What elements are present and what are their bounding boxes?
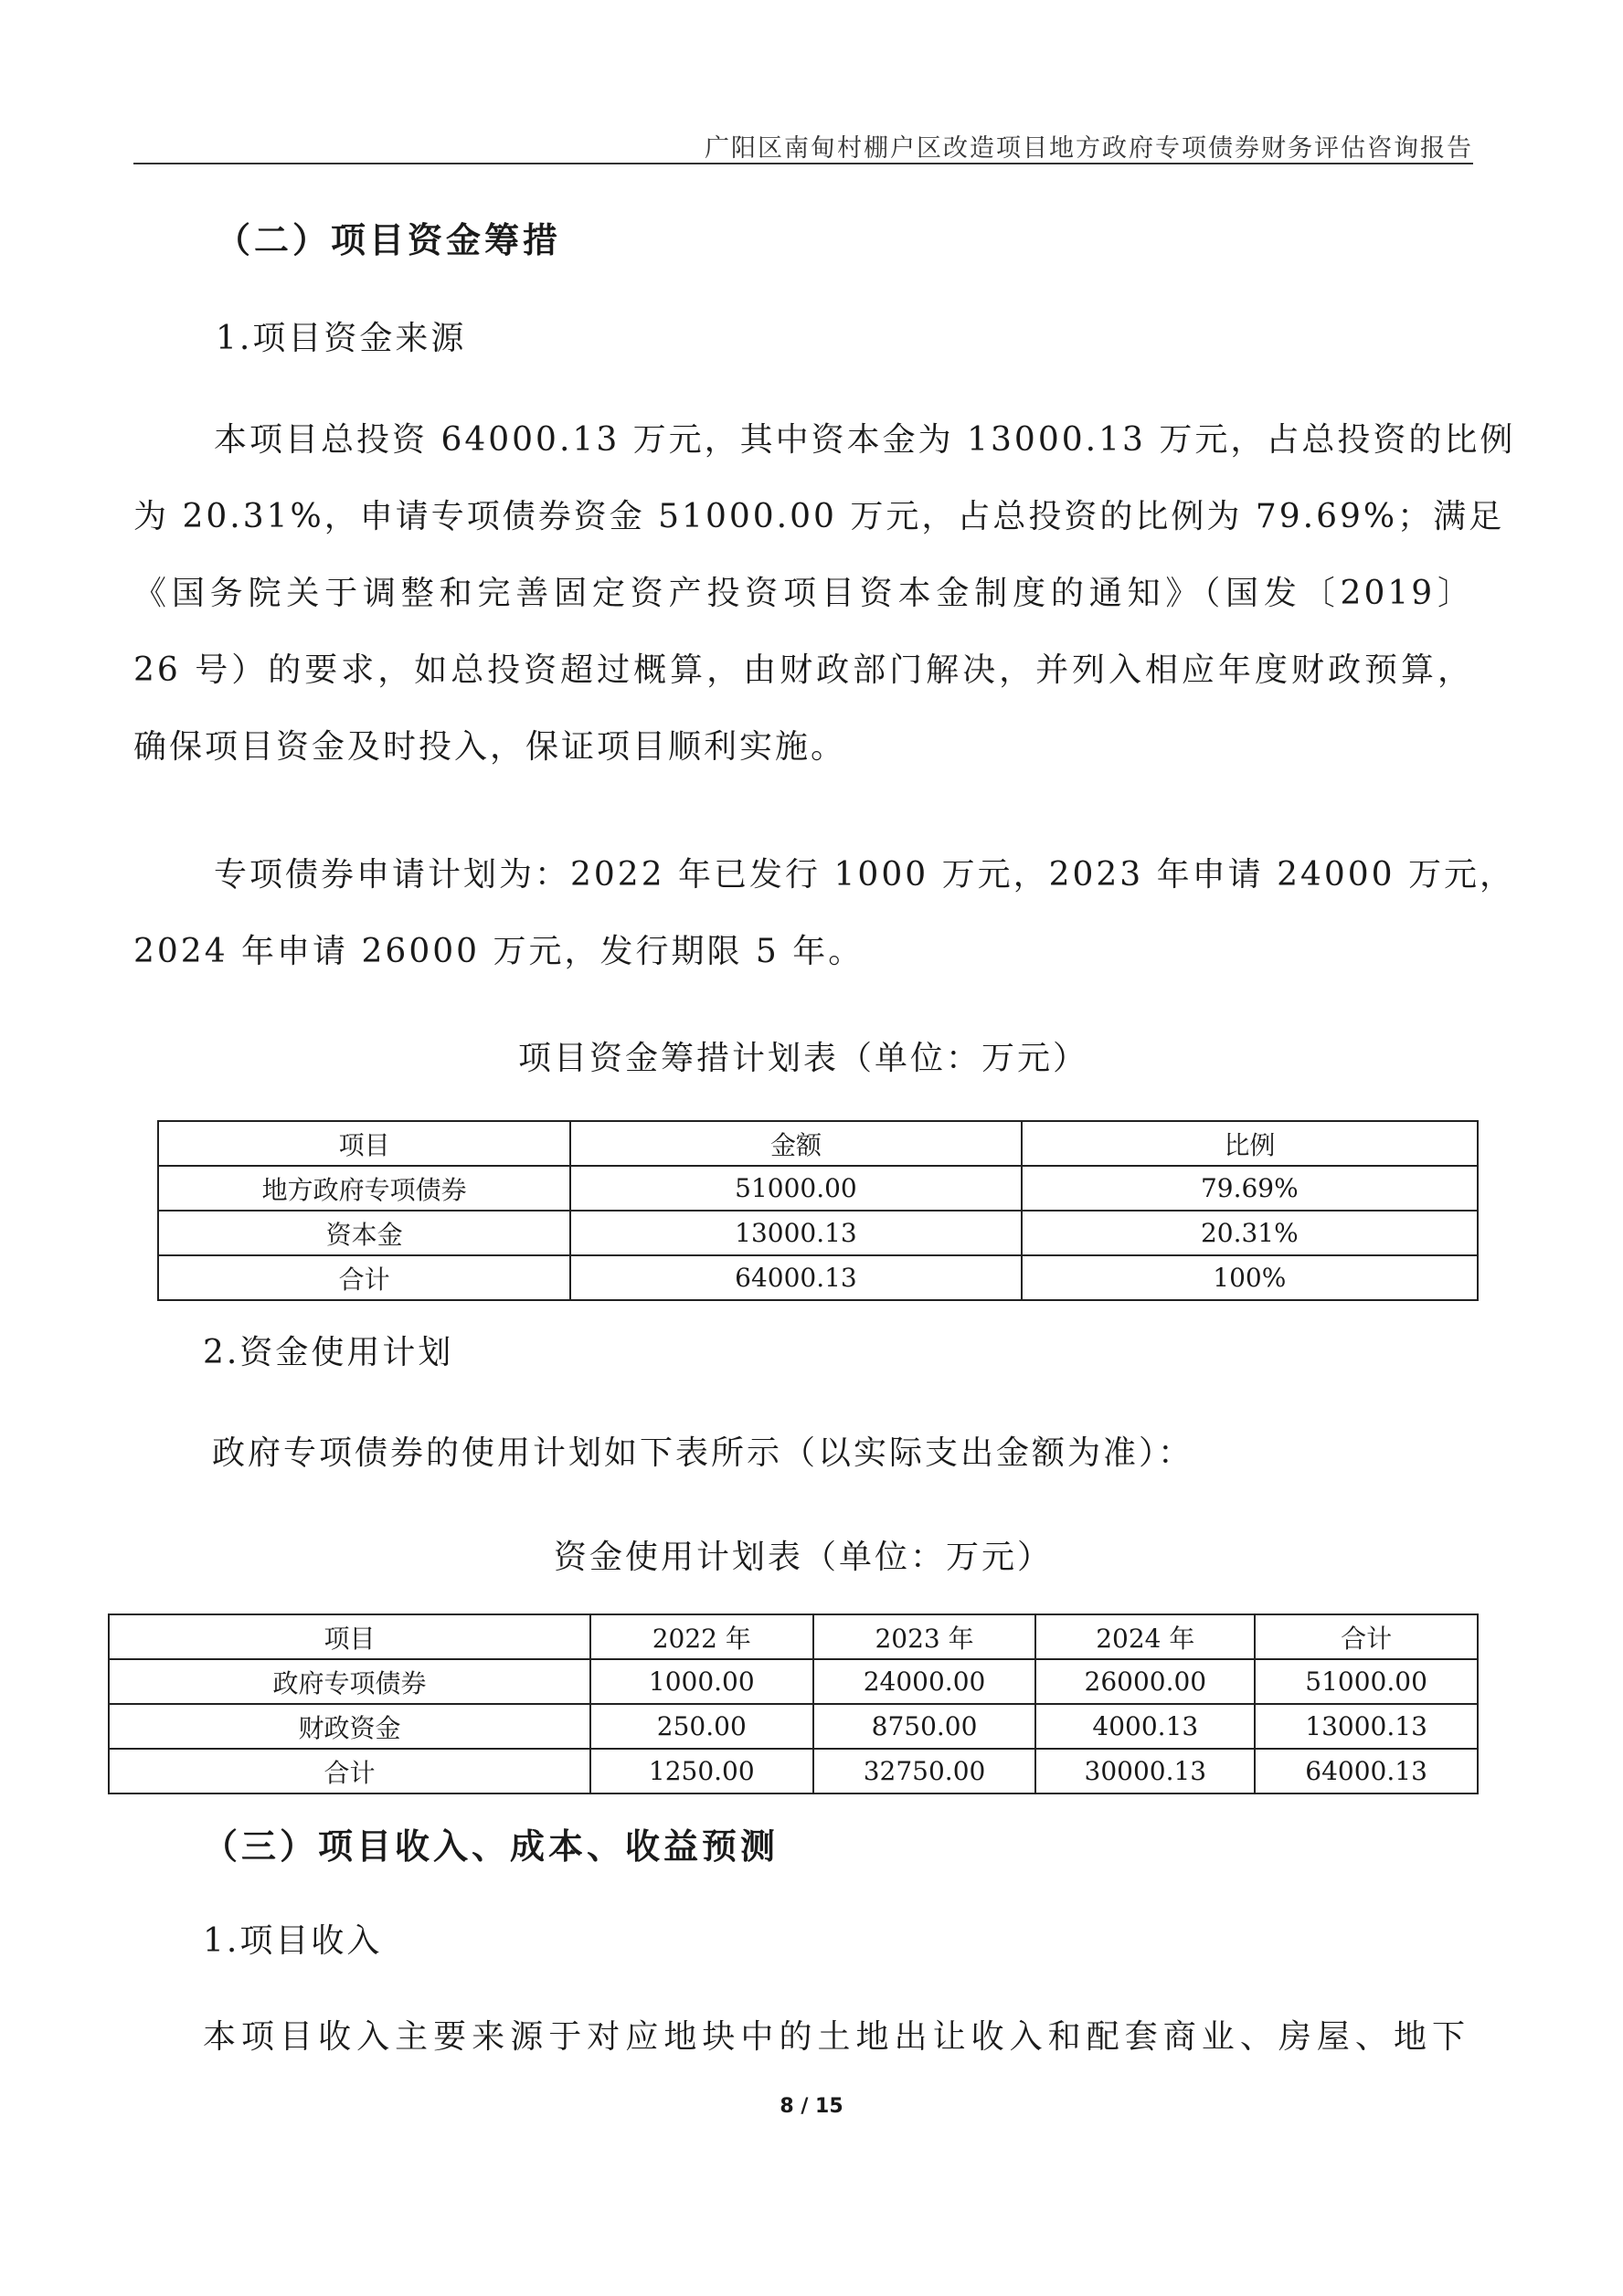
table-cell: 政府专项债券 xyxy=(109,1659,590,1704)
table-cell: 64000.13 xyxy=(570,1255,1021,1300)
section-heading-funding: （二）项目资金筹措 xyxy=(216,220,562,260)
text-line: 《国务院关于调整和完善固定资产投资项目资本金制度的通知》（国发〔2019〕 xyxy=(133,575,1473,612)
table-cell: 地方政府专项债券 xyxy=(158,1166,570,1211)
paragraph-project-revenue xyxy=(203,1999,1468,2076)
text-line: 为 20.31%，申请专项债券资金 51000.00 万元，占总投资的比例为 79.69%；满足 xyxy=(133,498,1505,535)
paragraph-funding-source xyxy=(133,402,1516,786)
table-cell: 24000.00 xyxy=(813,1659,1036,1704)
subheading-usage-plan: 2.资金使用计划 xyxy=(203,1334,454,1371)
usage-plan-table xyxy=(108,1614,1479,1794)
table-cell: 合计 xyxy=(158,1255,570,1300)
table-row xyxy=(158,1166,1478,1211)
text-line: 本项目总投资 64000.13 万元，其中资本金为 13000.13 万元，占总投资的比例 xyxy=(214,421,1516,459)
table-cell: 250.00 xyxy=(590,1704,813,1749)
table-row xyxy=(158,1211,1478,1255)
table-row xyxy=(158,1255,1478,1300)
table-row xyxy=(109,1659,1478,1704)
table-header-cell: 合计 xyxy=(1255,1614,1478,1659)
subheading-funding-source: 1.项目资金来源 xyxy=(216,320,467,357)
table-header-cell: 金额 xyxy=(570,1121,1021,1166)
page-number: 8 / 15 xyxy=(780,2095,843,2118)
table-header-cell: 2022 年 xyxy=(590,1614,813,1659)
table-cell: 26000.00 xyxy=(1035,1659,1255,1704)
table-cell: 79.69% xyxy=(1022,1166,1478,1211)
table-row xyxy=(109,1749,1478,1793)
table-header-cell: 项目 xyxy=(158,1121,570,1166)
funding-plan-table xyxy=(157,1120,1479,1301)
table-cell: 13000.13 xyxy=(1255,1704,1478,1749)
table-cell: 资本金 xyxy=(158,1211,570,1255)
table-header-row xyxy=(158,1121,1478,1166)
text-line: 26 号）的要求，如总投资超过概算，由财政部门解决，并列入相应年度财政预算， xyxy=(133,651,1473,689)
text-line: 专项债券申请计划为：2022 年已发行 1000 万元，2023 年申请 24000 万元， xyxy=(214,856,1516,894)
table-cell: 1250.00 xyxy=(590,1749,813,1793)
table-cell: 13000.13 xyxy=(570,1211,1021,1255)
table2-caption: 资金使用计划表（单位：万元） xyxy=(553,1539,1053,1576)
text-line: 确保项目资金及时投入，保证项目顺利实施。 xyxy=(133,728,847,766)
table-cell: 合计 xyxy=(109,1749,590,1793)
table-header-cell: 比例 xyxy=(1022,1121,1478,1166)
table-cell: 32750.00 xyxy=(813,1749,1036,1793)
table-cell: 1000.00 xyxy=(590,1659,813,1704)
table-cell: 20.31% xyxy=(1022,1211,1478,1255)
header-divider xyxy=(133,163,1473,164)
table-cell: 100% xyxy=(1022,1255,1478,1300)
table-cell: 64000.13 xyxy=(1255,1749,1478,1793)
table-header-cell: 2023 年 xyxy=(813,1614,1036,1659)
table-row xyxy=(109,1704,1478,1749)
subheading-project-revenue: 1.项目收入 xyxy=(203,1922,383,1960)
table-cell: 51000.00 xyxy=(1255,1659,1478,1704)
table-cell: 财政资金 xyxy=(109,1704,590,1749)
table-cell: 30000.13 xyxy=(1035,1749,1255,1793)
paragraph-usage-plan: 政府专项债券的使用计划如下表所示（以实际支出金额为准）： xyxy=(212,1434,1194,1472)
paragraph-bond-plan xyxy=(133,837,1516,990)
table-header-cell: 2024 年 xyxy=(1035,1614,1255,1659)
section-heading-revenue: （三）项目收入、成本、收益预测 xyxy=(203,1826,780,1867)
table-header-row xyxy=(109,1614,1478,1659)
table-cell: 8750.00 xyxy=(813,1704,1036,1749)
table1-caption: 项目资金筹措计划表（单位：万元） xyxy=(517,1040,1088,1077)
text-line: 2024 年申请 26000 万元，发行期限 5 年。 xyxy=(133,933,865,970)
table-header-cell: 项目 xyxy=(109,1614,590,1659)
table-cell: 51000.00 xyxy=(570,1166,1021,1211)
running-header: 广阳区南甸村棚户区改造项目地方政府专项债券财务评估咨询报告 xyxy=(705,134,1473,163)
text-line: 本项目收入主要来源于对应地块中的土地出让收入和配套商业、房屋、地下 xyxy=(203,2018,1468,2056)
table-cell: 4000.13 xyxy=(1035,1704,1255,1749)
